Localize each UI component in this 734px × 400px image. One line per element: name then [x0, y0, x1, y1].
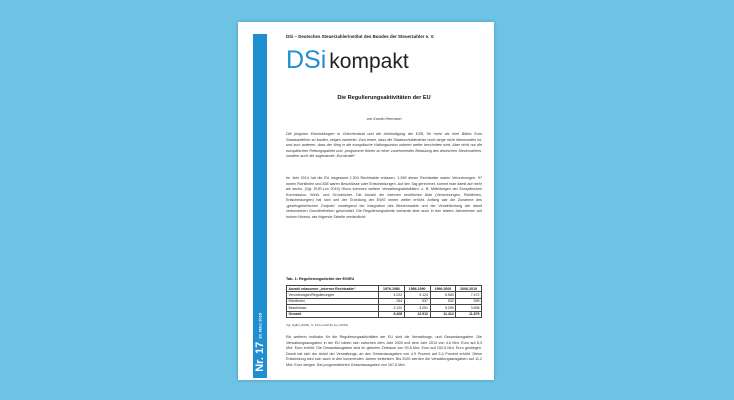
cell-value: 264	[379, 298, 405, 304]
cell-value: 532	[430, 298, 456, 304]
regulation-table	[286, 285, 482, 318]
row-label: Verordnungen/Regulierungen	[287, 292, 379, 298]
cell-value: 11.879	[456, 311, 482, 317]
cell-value: 537	[404, 298, 430, 304]
cell-value: 7.472	[456, 292, 482, 298]
table-header-period: 1996-2000	[430, 286, 456, 292]
issue-number: Nr. 17	[254, 342, 266, 372]
table-header-label: Anzahl erlassener „interner Rechtsakte“	[287, 286, 379, 292]
cell-value: 5.583	[430, 292, 456, 298]
cell-value: 11.414	[430, 311, 456, 317]
dsi-kompakt-logo	[286, 46, 409, 76]
issue-date: 20. März 2015	[257, 313, 263, 340]
cell-value: 3.251	[404, 305, 430, 311]
cell-value: 3.808	[456, 305, 482, 311]
cell-value: 12.912	[404, 311, 430, 317]
cell-value: 9.124	[404, 292, 430, 298]
article-intro: Die jüngsten Entwicklungen in Griechenland und die Ankündigung der EZB, für mehr als eine Billion Euro Staatsanleihen zu kaufen, zeigen zweierlei: Zum einen, dass die Staatsschuldenkrise noch lange nicht überwunden ist, und zum anderen, dass der Weg in die europäische Haftungsunion unbeirrt weiter beschritten wird. Aber nicht nur die europäischen Rettungspakete und -programme führen zu einer zunehmenden Belastung des deutschen Steuerzahlers, sondern auch die sogenannte „Eurokratie“.	[286, 132, 482, 158]
table-source: Vgl. Haller (2009), S. 244 und EUR-Lex (2015).	[286, 323, 349, 327]
cell-value: 599	[456, 298, 482, 304]
table-header-period: 1986-1990	[404, 286, 430, 292]
row-label: Richtlinien	[287, 298, 379, 304]
article-paragraph-1: Im Jahr 2014 hat die EU insgesamt 2.304 Rechtsakte erlassen. 1.369 dieser Rechtsakte waren Verordnungen, 97 waren Richtlinien und 838 waren Beschlüsse oder Entscheidungen. Auf den Tag gerechnet, kommt man damit auf mehr als sechs. (Vgl. EUR-Lex 2015) Hinzu kommen weitere Verwaltungsaktivitäten, z. B. Mitteilungen der Europäischen Kommission, Weiß- und Grünbücher. Die Anzahl der internen rechtlichen Akte (Verordnungen, Richtlinien, Entscheidungen) hat sich seit der Gründung der EWG immer weiter erhöht. Anfang war die Zunahme des „gesetzgeberischen Outputs“ vorwiegend der Integration des Binnenmarkts und der Verwirklichung der damit verbundenen Grundfreiheiten geschuldet. Die Regulierungsdichte verharrte aber auch in den letzten Jahrzehnten auf hohem Niveau, wie folgende Tabelle verdeutlicht:	[286, 176, 482, 219]
logo-ds: DS	[286, 46, 321, 74]
table-total-row	[287, 311, 482, 317]
issue-sidebar	[253, 34, 267, 378]
article-title: Die Regulierungsaktivitäten der EU	[337, 95, 431, 101]
cell-value: 4.022	[379, 292, 405, 298]
document-page	[238, 22, 494, 380]
article-byline: von Karolin Herrmann	[366, 117, 402, 121]
row-label: Beschlüsse	[287, 305, 379, 311]
table-header-period: 2006-2010	[456, 286, 482, 292]
cell-value: 6.408	[379, 311, 405, 317]
table-header-period: 1976-1980	[379, 286, 405, 292]
table-caption: Tab. 1: Regulierungsdichte der EG/EU	[286, 277, 355, 281]
cell-value: 5.299	[430, 305, 456, 311]
institute-header: DSi – Deutsches Steuerzahlerinstitut des Bundes der Steuerzahler e. V.	[286, 34, 435, 39]
article-paragraph-2: Ein weiterer Indikator für die Regulierungsaktivitäten der EU sind die Verwaltungs- und Gesamtausgaben. Die Verwaltungsausgaben in der EU haben sich zwischen dem Jahr 2000 und dem Jahr 2013 von 4,6 Mrd. Euro auf 8,3 Mrd. Euro erhöht. Die Gesamtausgaben sind im gleichen Zeitraum von 93,8 Mrd. Euro auf 152,5 Mrd. Euro gestiegen. Damit hat sich der Anteil der Verwaltungs- an den Gesamtausgaben von 4,9 Prozent auf 5,4 Prozent erhöht. Diese Entwicklung wird sich auch in den kommenden Jahren fortsetzen. Bis 2020 werden die Verwaltungsausgaben auf 11,2 Mrd. Euro steigen. Bei prognostizierten Gesamtausgaben von 167,6 Mrd.	[286, 335, 482, 367]
issue-label	[253, 313, 267, 372]
logo-kompakt: kompakt	[329, 50, 409, 73]
row-label: Gesamt	[287, 311, 379, 317]
cell-value: 2.122	[379, 305, 405, 311]
logo-i: i	[320, 46, 327, 74]
